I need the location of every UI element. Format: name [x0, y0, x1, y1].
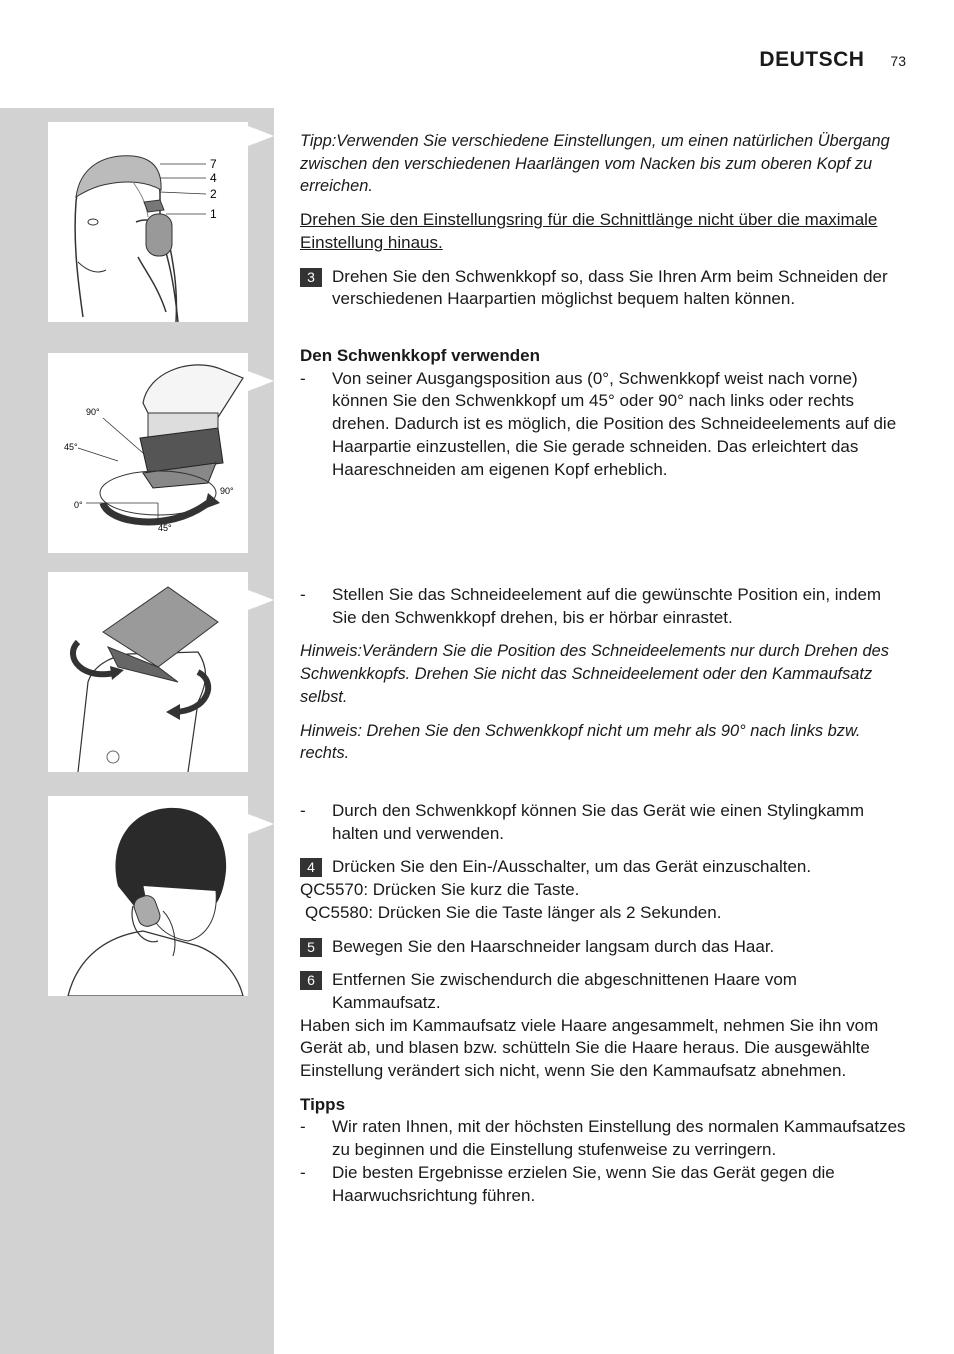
angle-label-180: 180°: [114, 494, 131, 503]
note-text: Hinweis:Verändern Sie die Position des Schneideelements nur durch Drehen des Schwenkkopfs. Drehen Sie nicht das Schneideelement oder den Kammaufsatz selbst.: [300, 642, 889, 706]
step-5: [300, 936, 906, 959]
bullet-text: Stellen Sie das Schneideelement auf die gewünschte Position ein, indem Sie den Schwenkkopf drehen, bis er hörbar einrastet.: [332, 585, 882, 627]
figure-pointer: [248, 814, 274, 834]
figure-head-trimming: [48, 122, 248, 322]
model-instruction-qc5570: QC5570: Drücken Sie kurz die Taste.: [300, 880, 580, 900]
head-trimming-illustration: [48, 122, 248, 322]
paragraph-text: Haben sich im Kammaufsatz viele Haare angesammelt, nehmen Sie ihn vom Gerät ab, und blasen bzw. schütteln Sie die Haare heraus. Die ausgewählte Einstellung verändert sich nicht, wenn Sie den Kammaufsatz abnehmen.: [300, 1015, 879, 1081]
block-usage: [300, 800, 906, 1207]
section-heading: Den Schwenkkopf verwenden: [300, 346, 540, 365]
step-number: 3: [300, 268, 322, 287]
angle-label-45-bottom: 45°: [158, 523, 172, 533]
bullet-item: - Stellen Sie das Schneideelement auf die gewünschte Position ein, indem Sie den Schwenkkopf drehen, bis er hörbar einrastet.: [300, 584, 906, 629]
bullet-text: Die besten Ergebnisse erzielen Sie, wenn Sie das Gerät gegen die Haarwuchsrichtung führen.: [332, 1162, 835, 1205]
model-instruction-qc5580: QC5580: Drücken Sie die Taste länger als 2 Sekunden.: [305, 902, 722, 922]
back-of-head-illustration: [48, 796, 248, 996]
step-text: Drehen Sie den Schwenkkopf so, dass Sie Ihren Arm beim Schneiden der verschiedenen Haarpartien möglichst bequem halten können.: [332, 266, 888, 309]
angle-label-90-left: 90°: [86, 407, 100, 417]
bullet-item: - Wir raten Ihnen, mit der höchsten Einstellung des normalen Kammaufsatzes zu beginnen und die Einstellung stufenweise zu verringern.: [300, 1116, 906, 1161]
angle-label-0: 0°: [74, 500, 83, 510]
tip-text: Tipp:Verwenden Sie verschiedene Einstellungen, um einen natürlichen Übergang zwischen den verschiedenen Haarlängen vom Nacken bis zum oberen Kopf zu erreichen.: [300, 132, 890, 196]
bullet-text: Von seiner Ausgangsposition aus (0°, Schwenkkopf weist nach vorne) können Sie den Schwenkkopf um 45° oder 90° nach links oder rechts drehen. Dadurch ist es möglich, die Position des Schneideelements auf die Haarpartie einzustellen, die Sie gerade schneiden. Das erleichtert das Haareschneiden am eigenen Kopf erheblich.: [332, 368, 897, 479]
step-text: Entfernen Sie zwischendurch die abgeschnittenen Haare vom Kammaufsatz.: [332, 970, 797, 1012]
figure-back-of-head: [48, 796, 248, 996]
figure-rotating-head: [48, 572, 248, 772]
block-position: [300, 584, 906, 765]
figure-pointer: [248, 371, 274, 391]
step-number: 6: [300, 971, 322, 990]
angle-label-45-left: 45°: [64, 442, 78, 452]
rotating-head-illustration: [48, 572, 248, 772]
step-4: [300, 856, 906, 879]
page-number: 73: [890, 53, 906, 69]
page-header: [759, 48, 906, 72]
bullet-item: - Von seiner Ausgangsposition aus (0°, Schwenkkopf weist nach vorne) können Sie den Schwenkkopf um 45° oder 90° nach links oder rechts drehen. Dadurch ist es möglich, die Position des Schneideelements auf die Haarpartie einzustellen, die Sie gerade schneiden. Das erleichtert das Haareschneiden am eigenen Kopf erheblich.: [300, 368, 906, 482]
bullet-item: - Die besten Ergebnisse erzielen Sie, wenn Sie das Gerät gegen die Haarwuchsrichtung führen.: [300, 1162, 906, 1207]
figure-swivel-angles: [48, 353, 248, 553]
step-3: [300, 266, 906, 311]
block-swivel-usage: [300, 345, 906, 481]
setting-label-1: 1: [210, 207, 217, 221]
step-6: [300, 969, 906, 1014]
warning-text: Drehen Sie den Einstellungsring für die Schnittlänge nicht über die maximale Einstellung hinaus.: [300, 210, 878, 252]
angle-label-90-right: 90°: [220, 486, 234, 496]
tips-heading: Tipps: [300, 1094, 346, 1114]
swivel-angles-illustration: [48, 353, 248, 553]
step-number: 4: [300, 858, 322, 877]
note-text: Hinweis: Drehen Sie den Schwenkkopf nicht um mehr als 90° nach links bzw. rechts.: [300, 721, 861, 763]
bullet-text: Durch den Schwenkkopf können Sie das Gerät wie einen Stylingkamm halten und verwenden.: [332, 801, 865, 843]
step-number: 5: [300, 938, 322, 957]
setting-label-4: 4: [210, 171, 217, 185]
figure-pointer: [248, 126, 274, 146]
step-text: Drücken Sie den Ein-/Ausschalter, um das Gerät einzuschalten.: [332, 857, 812, 877]
figure-pointer: [248, 590, 274, 610]
setting-label-7: 7: [210, 157, 217, 171]
block-tip: [300, 130, 906, 311]
setting-label-2: 2: [210, 187, 217, 201]
bullet-item: - Durch den Schwenkkopf können Sie das Gerät wie einen Stylingkamm halten und verwenden.: [300, 800, 906, 845]
bullet-text: Wir raten Ihnen, mit der höchsten Einstellung des normalen Kammaufsatzes zu beginnen und die Einstellung stufenweise zu verringern.: [332, 1117, 906, 1160]
language-label: DEUTSCH: [759, 48, 865, 71]
step-text: Bewegen Sie den Haarschneider langsam durch das Haar.: [332, 936, 775, 956]
